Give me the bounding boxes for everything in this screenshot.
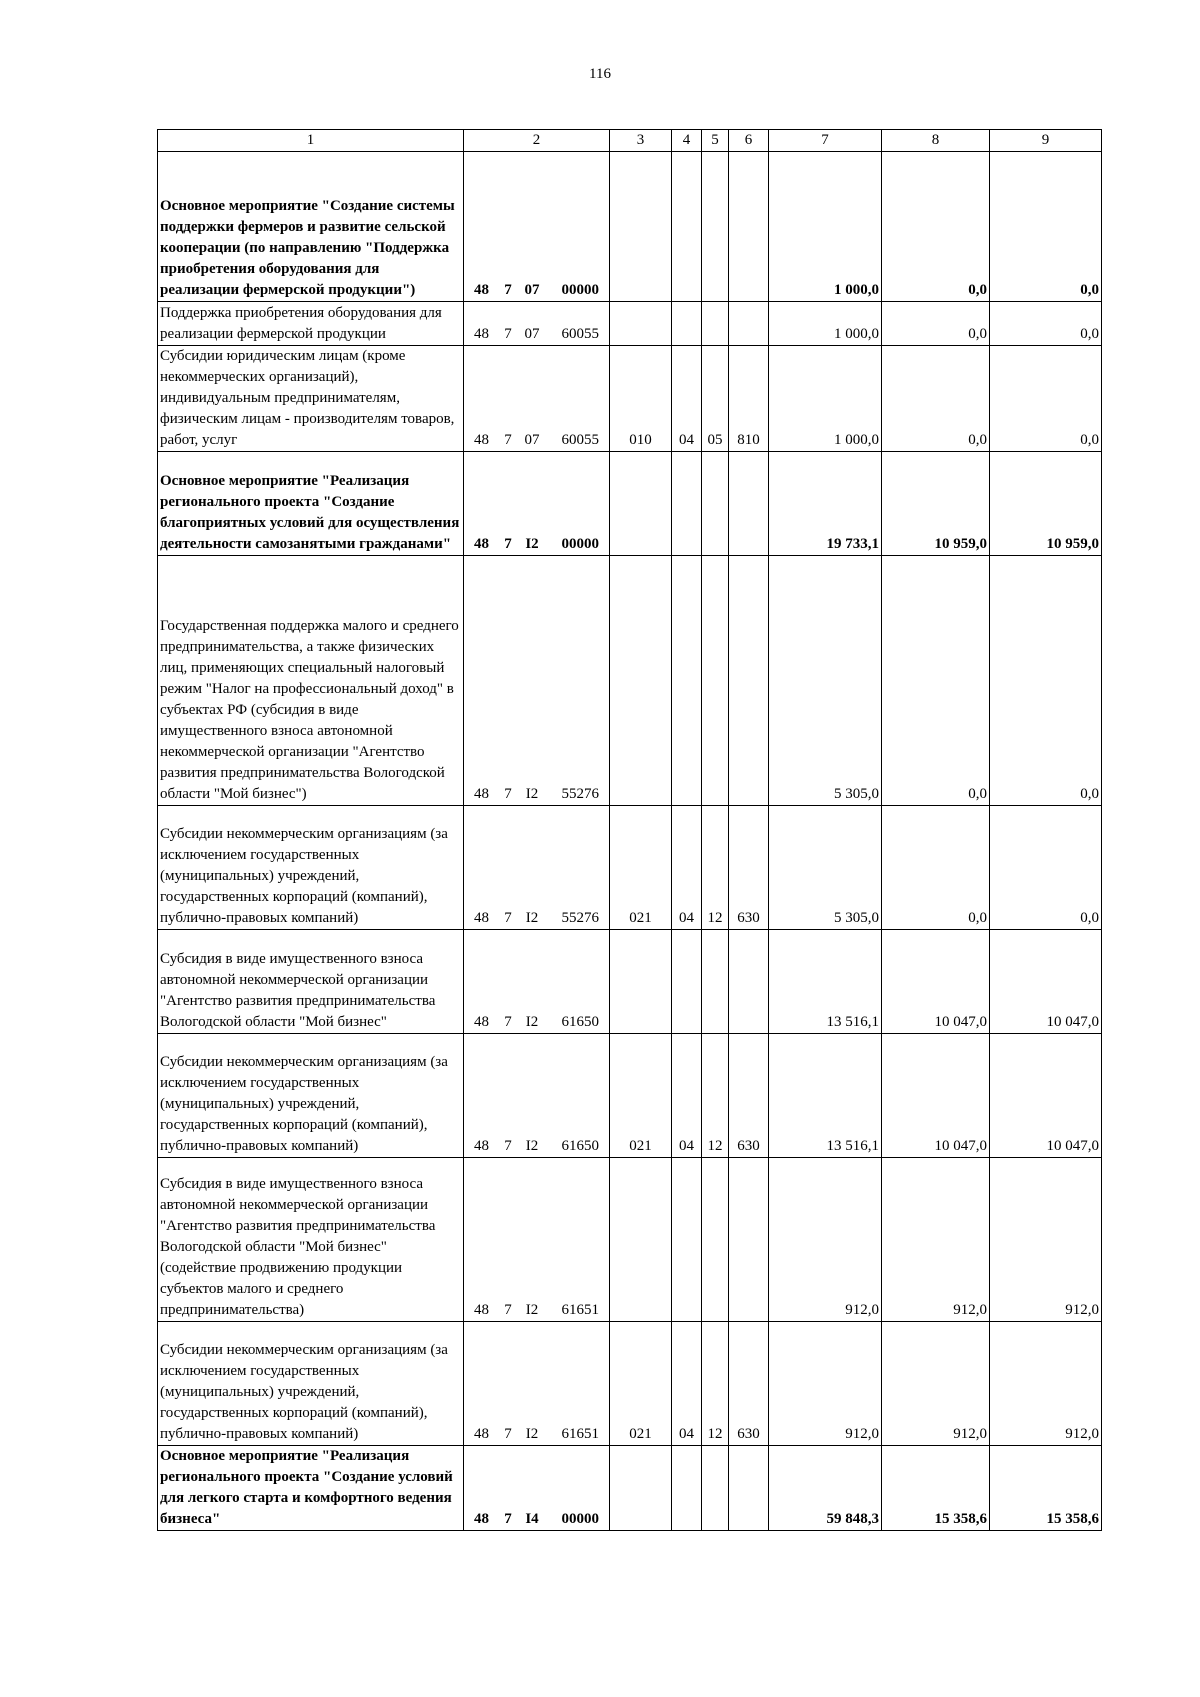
- cell-col-7: 5 305,0: [769, 806, 882, 930]
- row-code: [464, 1034, 610, 1158]
- cell-col-9: 0,0: [990, 302, 1102, 346]
- cell-col-6: [729, 452, 769, 556]
- code-part-2: 7: [504, 1302, 512, 1318]
- cell-col-7: 13 516,1: [769, 930, 882, 1034]
- code-part-2: 7: [504, 1014, 512, 1030]
- cell-col-7: 912,0: [769, 1158, 882, 1322]
- code-parts: [466, 534, 607, 555]
- code-parts: [466, 908, 607, 929]
- table-row: [158, 152, 1102, 302]
- cell-col-5: 05: [702, 346, 729, 452]
- row-name: Субсидии юридическим лицам (кроме некоммерческих организаций), индивидуальным предпринимателям, физическим лицам - производителям товаров, работ, услуг: [158, 346, 464, 452]
- cell-col-5: [702, 556, 729, 806]
- cell-col-4: 04: [672, 806, 702, 930]
- code-part-2: 7: [504, 1426, 512, 1442]
- code-part-1: 48: [474, 1511, 489, 1527]
- cell-col-7: 19 733,1: [769, 452, 882, 556]
- cell-col-8: 0,0: [882, 806, 990, 930]
- cell-col-4: [672, 302, 702, 346]
- cell-col-7: 1 000,0: [769, 152, 882, 302]
- cell-col-7: 912,0: [769, 1322, 882, 1446]
- row-name: Субсидия в виде имущественного взноса автономной некоммерческой организации "Агентство развития предпринимательства Вологодской области "Мой бизнес": [158, 930, 464, 1034]
- code-part-3: I2: [525, 1138, 539, 1154]
- code-part-2: 7: [504, 786, 512, 802]
- cell-col-6: [729, 1446, 769, 1531]
- cell-col-7: 1 000,0: [769, 346, 882, 452]
- col-header-6: 6: [729, 130, 769, 152]
- cell-col-3: [610, 302, 672, 346]
- cell-col-9: 10 047,0: [990, 930, 1102, 1034]
- cell-col-9: 10 047,0: [990, 1034, 1102, 1158]
- cell-col-9: 10 959,0: [990, 452, 1102, 556]
- cell-col-8: 10 047,0: [882, 930, 990, 1034]
- code-part-1: 48: [474, 432, 489, 448]
- cell-col-4: [672, 1158, 702, 1322]
- cell-col-6: 630: [729, 1034, 769, 1158]
- cell-col-9: 15 358,6: [990, 1446, 1102, 1531]
- cell-col-5: [702, 302, 729, 346]
- table-row: [158, 302, 1102, 346]
- cell-col-7: 1 000,0: [769, 302, 882, 346]
- cell-col-9: 912,0: [990, 1158, 1102, 1322]
- code-part-3: 07: [524, 326, 540, 342]
- code-part-3: I2: [525, 536, 539, 552]
- table-row: [158, 556, 1102, 806]
- cell-col-8: 10 959,0: [882, 452, 990, 556]
- cell-col-4: [672, 452, 702, 556]
- code-part-3: I2: [525, 1302, 539, 1318]
- row-code: [464, 302, 610, 346]
- cell-col-3: [610, 452, 672, 556]
- row-code: [464, 556, 610, 806]
- code-part-3: I2: [525, 1426, 539, 1442]
- cell-col-3: 021: [610, 806, 672, 930]
- col-header-8: 8: [882, 130, 990, 152]
- row-code: [464, 806, 610, 930]
- cell-col-3: [610, 152, 672, 302]
- cell-col-4: [672, 1446, 702, 1531]
- cell-col-6: 630: [729, 806, 769, 930]
- cell-col-5: [702, 152, 729, 302]
- cell-col-8: 0,0: [882, 152, 990, 302]
- cell-col-6: 630: [729, 1322, 769, 1446]
- page-number: 116: [589, 66, 611, 82]
- row-name: Государственная поддержка малого и среднего предпринимательства, а также физических лиц, применяющих специальный налоговый режим "Налог на профессиональный доход" в субъектах РФ (субсидия в виде имущественного взноса автономной некоммерческой организации "Агентство развития предпринимательства Вологодской области "Мой бизнес"): [158, 556, 464, 806]
- cell-col-9: 912,0: [990, 1322, 1102, 1446]
- code-part-4: 61650: [561, 1014, 599, 1030]
- row-name: Основное мероприятие "Реализация регионального проекта "Создание условий для легкого старта и комфортного ведения бизнеса": [158, 1446, 464, 1531]
- header-row: [158, 130, 1102, 152]
- code-part-4: 00000: [561, 1511, 599, 1527]
- code-part-4: 55276: [561, 910, 599, 926]
- code-part-1: 48: [474, 1302, 489, 1318]
- cell-col-8: 0,0: [882, 302, 990, 346]
- code-part-1: 48: [474, 1138, 489, 1154]
- cell-col-3: 021: [610, 1322, 672, 1446]
- cell-col-5: [702, 930, 729, 1034]
- cell-col-8: 912,0: [882, 1322, 990, 1446]
- code-part-4: 00000: [561, 282, 599, 298]
- code-part-1: 48: [474, 326, 489, 342]
- cell-col-4: 04: [672, 346, 702, 452]
- cell-col-3: 010: [610, 346, 672, 452]
- code-part-3: I2: [525, 786, 539, 802]
- cell-col-7: 5 305,0: [769, 556, 882, 806]
- cell-col-8: 10 047,0: [882, 1034, 990, 1158]
- cell-col-8: 15 358,6: [882, 1446, 990, 1531]
- cell-col-7: 13 516,1: [769, 1034, 882, 1158]
- cell-col-9: 0,0: [990, 806, 1102, 930]
- table-row: [158, 346, 1102, 452]
- cell-col-6: [729, 930, 769, 1034]
- code-parts: [466, 1509, 607, 1530]
- cell-col-5: 12: [702, 1322, 729, 1446]
- code-part-1: 48: [474, 536, 489, 552]
- col-header-7: 7: [769, 130, 882, 152]
- cell-col-4: [672, 556, 702, 806]
- cell-col-6: 810: [729, 346, 769, 452]
- cell-col-4: 04: [672, 1034, 702, 1158]
- code-part-4: 00000: [561, 536, 599, 552]
- cell-col-7: 59 848,3: [769, 1446, 882, 1531]
- code-part-2: 7: [504, 326, 512, 342]
- code-part-4: 60055: [561, 326, 599, 342]
- code-part-1: 48: [474, 786, 489, 802]
- col-header-1: 1: [158, 130, 464, 152]
- row-code: [464, 1446, 610, 1531]
- code-part-4: 61651: [561, 1302, 599, 1318]
- row-name: Субсидии некоммерческим организациям (за исключением государственных (муниципальных) учреждений, государственных корпораций (компаний), публично-правовых компаний): [158, 1034, 464, 1158]
- code-parts: [466, 430, 607, 451]
- row-code: [464, 930, 610, 1034]
- table-row: [158, 806, 1102, 930]
- cell-col-5: 12: [702, 806, 729, 930]
- row-name: Основное мероприятие "Создание системы поддержки фермеров и развитие сельской кооперации (по направлению "Поддержка приобретения оборудования для реализации фермерской продукции"): [158, 152, 464, 302]
- cell-col-6: [729, 556, 769, 806]
- row-code: [464, 1322, 610, 1446]
- cell-col-6: [729, 1158, 769, 1322]
- code-parts: [466, 280, 607, 301]
- cell-col-3: [610, 556, 672, 806]
- code-part-1: 48: [474, 1426, 489, 1442]
- code-part-2: 7: [504, 910, 512, 926]
- row-name: Субсидии некоммерческим организациям (за исключением государственных (муниципальных) учреждений, государственных корпораций (компаний), публично-правовых компаний): [158, 1322, 464, 1446]
- code-parts: [466, 1136, 607, 1157]
- code-part-2: 7: [504, 1511, 512, 1527]
- table-row: [158, 1034, 1102, 1158]
- cell-col-8: 0,0: [882, 556, 990, 806]
- code-part-4: 61650: [561, 1138, 599, 1154]
- cell-col-4: [672, 152, 702, 302]
- row-name: Поддержка приобретения оборудования для реализации фермерской продукции: [158, 302, 464, 346]
- cell-col-5: [702, 1158, 729, 1322]
- code-part-2: 7: [504, 1138, 512, 1154]
- cell-col-8: 912,0: [882, 1158, 990, 1322]
- cell-col-9: 0,0: [990, 346, 1102, 452]
- code-part-2: 7: [504, 432, 512, 448]
- row-code: [464, 1158, 610, 1322]
- cell-col-6: [729, 302, 769, 346]
- col-header-2: 2: [464, 130, 610, 152]
- cell-col-5: [702, 1446, 729, 1531]
- cell-col-5: [702, 452, 729, 556]
- cell-col-6: [729, 152, 769, 302]
- table-row: [158, 930, 1102, 1034]
- table-row: [158, 1158, 1102, 1322]
- cell-col-3: [610, 930, 672, 1034]
- code-part-4: 60055: [561, 432, 599, 448]
- code-part-3: 07: [524, 282, 540, 298]
- row-name: Основное мероприятие "Реализация регионального проекта "Создание благоприятных условий для осуществления деятельности самозанятыми гражданами": [158, 452, 464, 556]
- code-part-3: 07: [524, 432, 540, 448]
- col-header-3: 3: [610, 130, 672, 152]
- code-parts: [466, 1424, 607, 1445]
- cell-col-3: 021: [610, 1034, 672, 1158]
- table-row: [158, 1322, 1102, 1446]
- code-part-3: I4: [525, 1511, 539, 1527]
- code-part-2: 7: [504, 282, 512, 298]
- code-part-1: 48: [474, 910, 489, 926]
- budget-table: [157, 129, 1102, 1531]
- code-part-3: I2: [525, 1014, 539, 1030]
- code-parts: [466, 1012, 607, 1033]
- cell-col-5: 12: [702, 1034, 729, 1158]
- table-row: [158, 452, 1102, 556]
- code-part-4: 55276: [561, 786, 599, 802]
- row-code: [464, 152, 610, 302]
- code-part-4: 61651: [561, 1426, 599, 1442]
- row-name: Субсидии некоммерческим организациям (за исключением государственных (муниципальных) учреждений, государственных корпораций (компаний), публично-правовых компаний): [158, 806, 464, 930]
- cell-col-3: [610, 1158, 672, 1322]
- cell-col-8: 0,0: [882, 346, 990, 452]
- cell-col-9: 0,0: [990, 556, 1102, 806]
- row-code: [464, 452, 610, 556]
- code-parts: [466, 324, 607, 345]
- code-parts: [466, 784, 607, 805]
- cell-col-9: 0,0: [990, 152, 1102, 302]
- col-header-5: 5: [702, 130, 729, 152]
- code-part-2: 7: [504, 536, 512, 552]
- code-part-3: I2: [525, 910, 539, 926]
- code-part-1: 48: [474, 282, 489, 298]
- col-header-9: 9: [990, 130, 1102, 152]
- col-header-4: 4: [672, 130, 702, 152]
- row-code: [464, 346, 610, 452]
- code-part-1: 48: [474, 1014, 489, 1030]
- row-name: Субсидия в виде имущественного взноса автономной некоммерческой организации "Агентство развития предпринимательства Вологодской области "Мой бизнес" (содействие продвижению продукции субъектов малого и среднего предпринимательства): [158, 1158, 464, 1322]
- cell-col-3: [610, 1446, 672, 1531]
- code-parts: [466, 1300, 607, 1321]
- cell-col-4: 04: [672, 1322, 702, 1446]
- cell-col-4: [672, 930, 702, 1034]
- table-row: [158, 1446, 1102, 1531]
